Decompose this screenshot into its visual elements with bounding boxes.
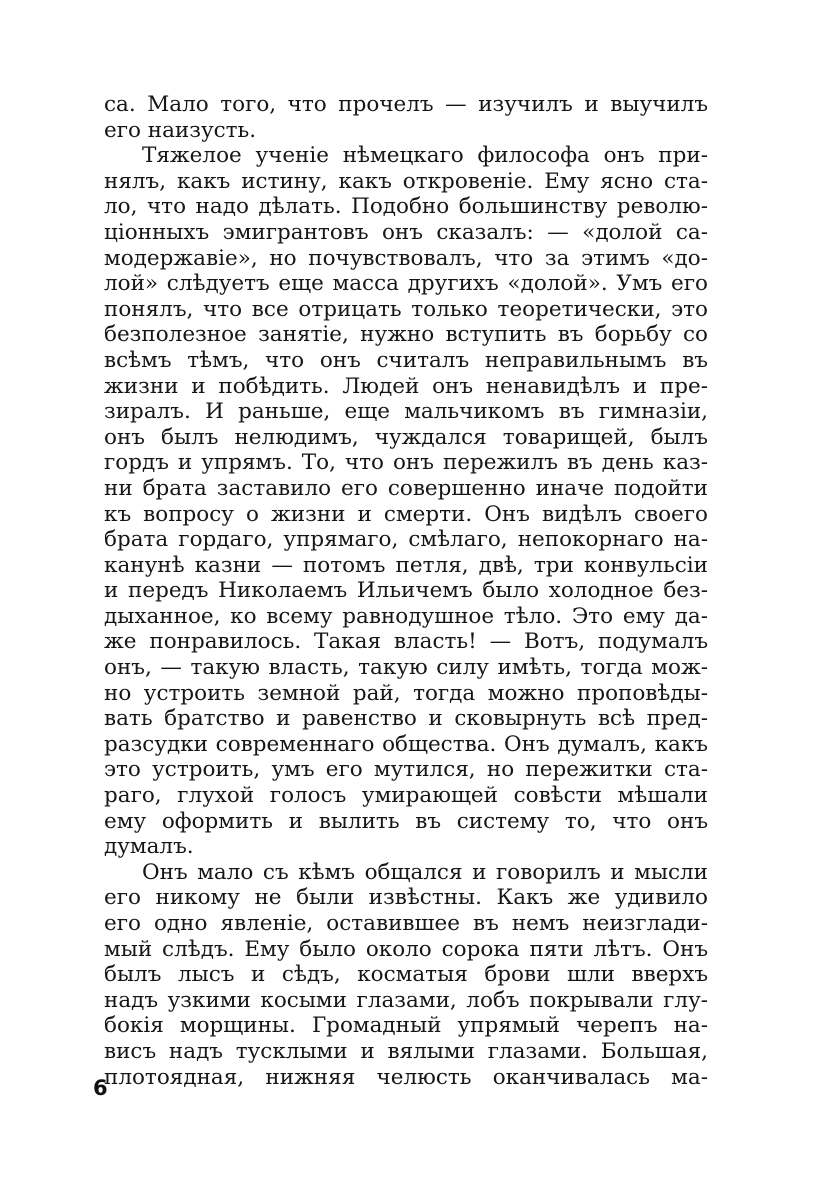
- text-line: вать братство и равенство и сковырнуть всѣ пред-: [104, 706, 708, 732]
- text-line: Тяжелое ученіе нѣмецкаго философа онъ при-: [142, 143, 708, 169]
- text-line: ни брата заставило его совершенно иначе подойти: [104, 475, 708, 501]
- text-line: онъ, — такую власть, такую силу имѣть, тогда мож-: [104, 655, 708, 681]
- text-line: былъ лысъ и сѣдъ, косматыя брови шли вверхъ: [104, 962, 708, 988]
- text-line: и передъ Николаемъ Ильичемъ было холодное без-: [104, 578, 708, 604]
- text-line: лой» слѣдуетъ еще масса другихъ «долой». Умъ его: [104, 271, 708, 297]
- text-line: всѣмъ тѣмъ, что онъ считалъ неправильнымъ въ: [104, 347, 708, 373]
- text-line: дыханное, ко всему равнодушное тѣло. Это ему да-: [104, 603, 708, 629]
- text-line: мый слѣдъ. Ему было около сорока пяти лѣтъ. Онъ: [104, 936, 708, 962]
- text-line: бокія морщины. Громадный упрямый черепъ на-: [104, 1013, 708, 1039]
- text-line: его одно явленіе, оставившее въ немъ неизглади-: [104, 911, 708, 936]
- text-line: онъ былъ нелюдимъ, чуждался товарищей, былъ: [104, 424, 708, 450]
- text-line: са. Мало того, что прочелъ — изучилъ и выучилъ: [104, 92, 708, 117]
- text-line: гордъ и упрямъ. То, что онъ пережилъ въ день каз-: [104, 450, 708, 476]
- text-line: надъ узкими косыми глазами, лобъ покрывали глу-: [104, 987, 708, 1013]
- text-line: плотоядная, нижняя челюсть оканчивалась ма-: [104, 1064, 708, 1090]
- text-line: ему оформить и вылить въ систему то, что онъ: [104, 808, 708, 834]
- text-line: канунѣ казни — потомъ петля, двѣ, три конвульсіи: [104, 552, 708, 578]
- text-line: его никому не были извѣстны. Какъ же удивило: [104, 885, 708, 911]
- text-line: брата гордаго, упрямаго, смѣлаго, непокорнаго на-: [104, 527, 708, 553]
- text-line: Онъ мало съ кѣмъ общался и говорилъ и мысли: [142, 859, 708, 885]
- text-line: это устроить, умъ его мутился, но пережитки ста-: [104, 757, 708, 783]
- text-body: [104, 92, 708, 1090]
- text-line: его наизусть.: [104, 117, 257, 143]
- text-line: думалъ.: [104, 834, 194, 860]
- text-line: жизни и побѣдить. Людей онъ ненавидѣлъ и пре-: [104, 373, 708, 399]
- text-line: разсудки современнаго общества. Онъ думалъ, какъ: [104, 731, 708, 757]
- text-line: же понравилось. Такая власть! — Вотъ, подумалъ: [104, 629, 708, 655]
- page-number: 6: [93, 1076, 108, 1100]
- text-line: зиралъ. И раньше, еще мальчикомъ въ гимназіи,: [104, 399, 708, 425]
- text-line: безполезное занятіе, нужно вступить въ борьбу со: [104, 322, 708, 348]
- text-line: но устроить земной рай, тогда можно проповѣды-: [104, 680, 708, 706]
- text-line: нялъ, какъ истину, какъ откровеніе. Ему ясно ста-: [104, 168, 708, 194]
- text-line: висъ надъ тусклыми и вялыми глазами. Большая,: [104, 1038, 708, 1064]
- text-line: понялъ, что все отрицать только теоретически, это: [104, 296, 708, 322]
- text-line: модержавіе», но почувствовалъ, что за этимъ «до-: [104, 245, 708, 271]
- text-line: ло, что надо дѣлать. Подобно большинству револю-: [104, 194, 708, 220]
- text-line: къ вопросу о жизни и смерти. Онъ видѣлъ своего: [104, 501, 708, 527]
- text-line: раго, глухой голосъ умирающей совѣсти мѣшали: [104, 783, 708, 809]
- text-line: ціонныхъ эмигрантовъ онъ сказалъ: — «долой са-: [104, 219, 708, 245]
